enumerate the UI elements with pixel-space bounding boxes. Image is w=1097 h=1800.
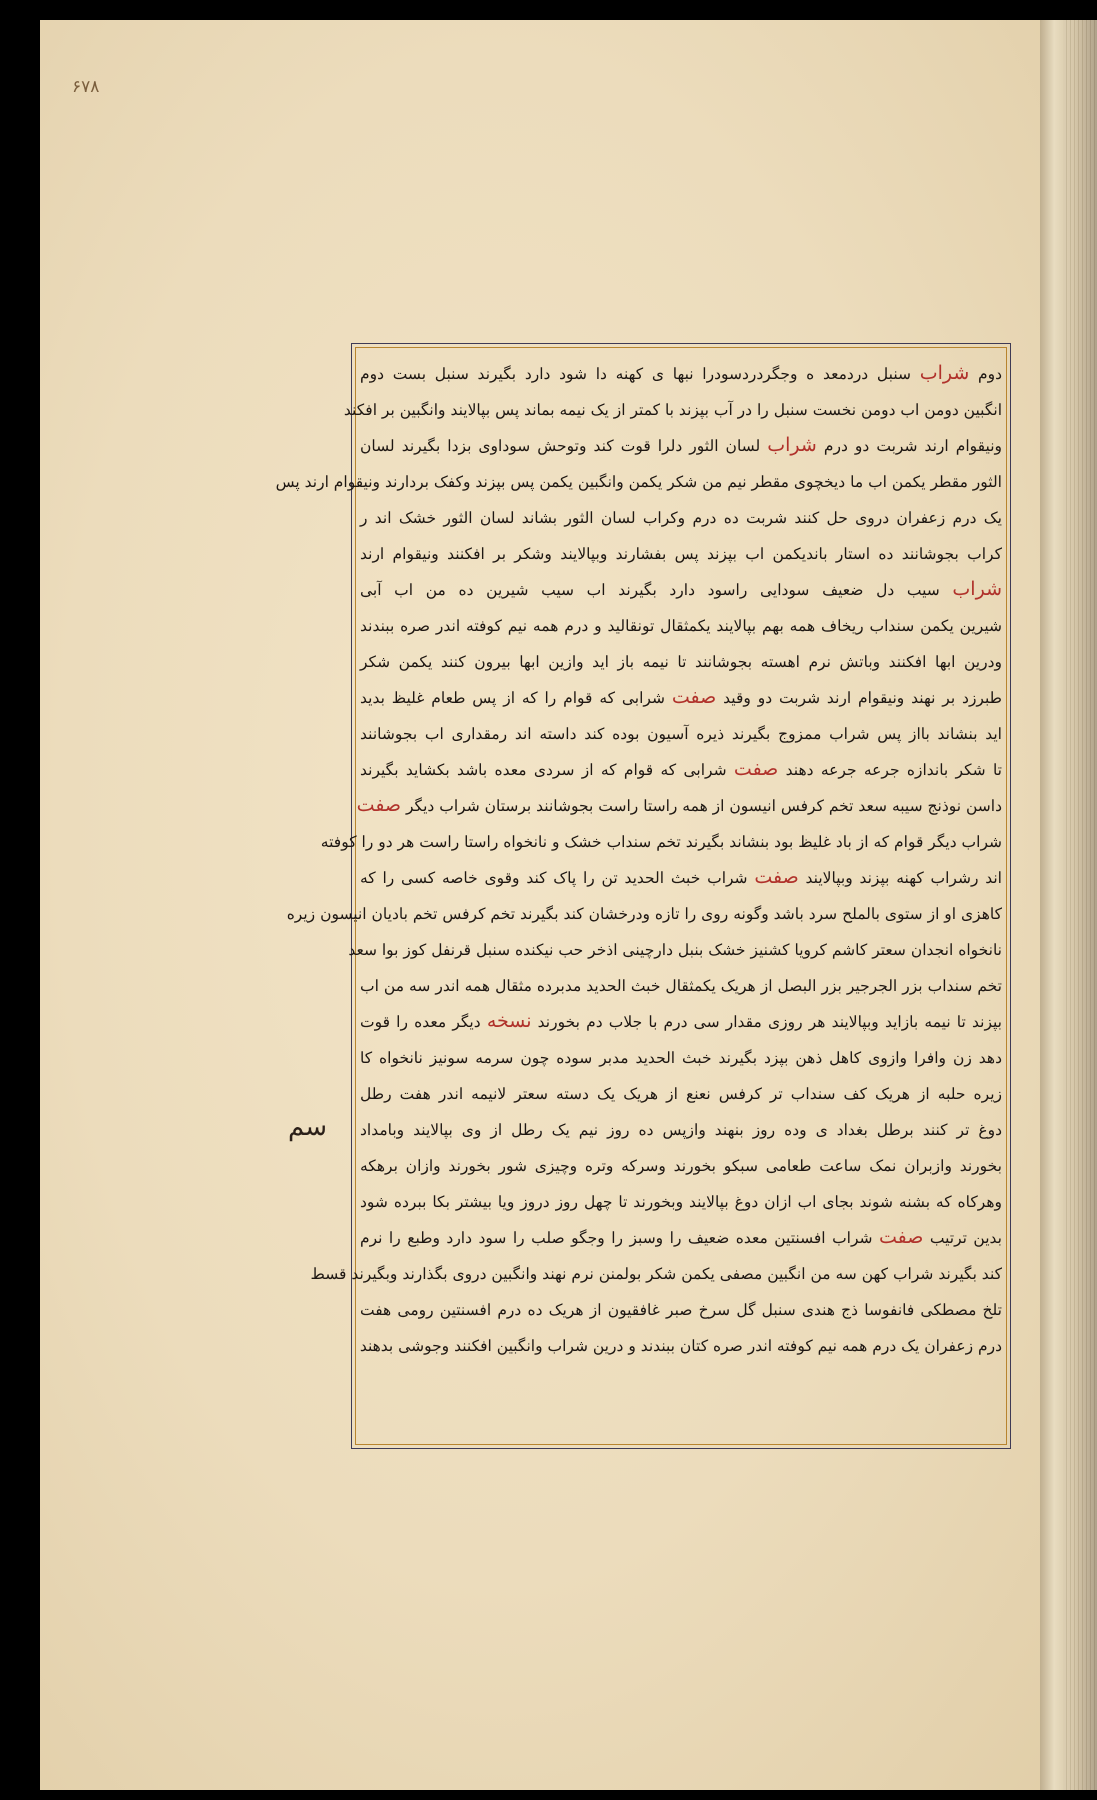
line-text: کاهزی او از ستوی بالملح سرد باشد وگونه روی را تازه ودرخشان کند بگیرند تخم کرفس تخم بادیان انیسون زیره <box>286 905 1002 923</box>
line-text: درم زعفران یک درم همه نیم کوفته اندر صره کتان ببندند و درین شراب وانگبین افکنند وجوشی بدهند <box>359 1337 1002 1355</box>
rubric-heading: صفت <box>879 1226 924 1248</box>
manuscript-line <box>360 1183 1002 1219</box>
rubric-heading: صفت <box>671 686 717 708</box>
line-text: نانخواه انجدان سعتر کاشم کرویا کشنیز خشک بنبل دارچینی اذخر حب نیکنده سنبل قرنفل کوز بوا سعد <box>348 941 1002 959</box>
line-text: اند رشراب کهنه بپزند وبپالایند <box>798 869 1002 887</box>
manuscript-line <box>360 1291 1002 1327</box>
manuscript-line <box>360 1147 1002 1183</box>
line-text: یک درم زعفران دروی حل کنند شربت ده درم وکراب لسان الثور بشاند لسان الثور خشک اند ر <box>360 509 1002 527</box>
line-text: زیره حلبه از هریک کف سنداب تر کرفس نعنع از هریک یک دسته سعتر لانیمه اندر هفت رطل <box>360 1085 1002 1103</box>
rubric-heading: شراب <box>767 434 817 456</box>
page-edges <box>1063 20 1097 1790</box>
line-text: کراب بجوشانند ده استار باندیکمن اب بپزند پس بفشارند وبپالایند وشکر بر افکنند ونیقوام ارند <box>360 545 1002 563</box>
line-text: لسان الثور دلرا قوت کند وتوحش سوداوی بزدا بگیرند لسان <box>360 437 768 455</box>
line-text: بدین ترتیب <box>923 1229 1002 1247</box>
manuscript-line <box>360 499 1002 535</box>
manuscript-line <box>360 1111 1002 1147</box>
margin-note: سم <box>288 1112 328 1142</box>
line-text: الثور مقطر یکمن اب ما دیخچوی مقطر نیم من شکر یکمن وانگبین یکمن پس بپزند وکفک بردارند ونیقوام ارند پس <box>275 473 1002 491</box>
line-text: بخورند وازبران نمک ساعت طعامی سبکو بخورند وسرکه وتره وچیزی شور بخورند وازان برهکه <box>360 1157 1002 1175</box>
line-text: دهد زن وافرا وازوی کاهل ذهن بپزد بگیرند خبث الحدید مدبر سوده چون سرمه سونیز نانخواه کا <box>360 1049 1002 1067</box>
line-text: بپزند تا نیمه بازاید وبپالایند هر روزی مقدار سی درم با جلاب دم بخورند <box>531 1013 1002 1031</box>
line-text: دوم <box>969 365 1002 383</box>
rubric-heading: شراب <box>919 362 970 384</box>
line-text: شراب دیگر قوام که از باد غلیظ بود بنشاند بگیرند تخم سنداب خشک و نانخواه راستا راست هر دو را کوفته <box>320 833 1002 851</box>
line-text: داسن نوذنج سیبه سعد تخم کرفس انیسون از همه راستا راست بجوشانند برستان شراب دیگر <box>401 797 1002 815</box>
manuscript-line <box>360 535 1002 571</box>
rubric-heading: صفت <box>356 794 402 816</box>
rubric-heading: صفت <box>754 866 799 888</box>
manuscript-line <box>360 1219 1002 1255</box>
line-text: دیگر معده را قوت <box>360 1013 487 1031</box>
line-text: تخم سنداب بزر الجرجیر بزر البصل از هریک یکمثقال خبث الحدید مدبرده مثقال همه اندر سه من اب <box>360 977 1002 995</box>
manuscript-line <box>360 571 1002 607</box>
manuscript-line <box>360 1039 1002 1075</box>
manuscript-line <box>356 787 1002 823</box>
line-text: تلخ مصطکی فانفوسا ذج هندی سنبل گل سرخ صبر غافقیون از هریک ده درم افسنتین رومی هفت <box>360 1301 1002 1319</box>
line-text: طبرزد بر نهند ونیقوام ارند شربت دو وقید <box>716 689 1002 707</box>
manuscript-line <box>360 679 1002 715</box>
line-text: ونیقوام ارند شربت دو درم <box>816 437 1002 455</box>
line-text: شرابی که قوام را که از پس طعام غلیظ بدید <box>360 689 672 707</box>
rubric-heading: صفت <box>733 758 779 780</box>
manuscript-line <box>360 967 1002 1003</box>
line-text: شراب افسنتین معده ضعیف را وسبز را وجگو صلب را سود دارد وطبع را نرم <box>360 1229 879 1247</box>
manuscript-line <box>360 1075 1002 1111</box>
line-text: انگبین دومن اب دومن نخست سنبل را در آب بپزند با کمتر از یک نیمه بماند پس بپالایند وانگبین بر افکند <box>343 401 1002 419</box>
line-text: اید بنشاند بااز پس شراب ممزوج بگیرند ذیره آسیون بوده کند داسته اند رمقداری اب بجوشانند <box>360 725 1002 743</box>
manuscript-line <box>360 643 1002 679</box>
line-text: شرابی که قوام که از سردی معده باشد بکشاید بگیرند <box>360 761 734 779</box>
line-text: شیرین یکمن سنداب ریخاف همه بهم بپالایند یکمثقال تونقالید و درم همه نیم کوفته اندر صره ببندند <box>360 617 1002 635</box>
manuscript-line <box>360 859 1002 895</box>
line-text: سیب دل ضعیف سودایی راسود دارد بگیرند اب سیب شیرین ده من اب آبی <box>360 581 953 599</box>
line-text: سنبل دردمعد ه وجگردردسودرا نبها ی کهنه دا شود دارد بگیرند سنبل بست دوم <box>360 365 920 383</box>
manuscript-line <box>360 1003 1002 1039</box>
manuscript-line <box>348 931 1002 967</box>
folio-number: ۶۷۸ <box>72 77 100 97</box>
manuscript-line <box>286 895 1002 931</box>
manuscript-line <box>360 715 1002 751</box>
line-text: ودرین ابها افکنند وباتش نرم اهسته بجوشانند تا نیمه باز اید وازین ابها بیرون کنند یکمن شکر <box>360 653 1002 671</box>
manuscript-line <box>360 607 1002 643</box>
rubric-heading: نسخه <box>486 1010 532 1032</box>
manuscript-line <box>320 823 1002 859</box>
rubric-heading: شراب <box>952 578 1002 600</box>
line-text: تا شکر باندازه جرعه جرعه دهند <box>778 761 1002 779</box>
line-text: شراب خبث الحدید تن را پاک کند وقوی خاصه کسی را که <box>360 869 755 887</box>
manuscript-line <box>310 1255 1002 1291</box>
manuscript-line <box>275 463 1002 499</box>
manuscript-line <box>360 427 1002 463</box>
line-text: وهرکاه که بشنه شوند بجای اب ازان دوغ بپالایند وبخورند تا چهل روز دروز ویا بیشتر بکا ببرده شود <box>360 1193 1002 1211</box>
manuscript-line <box>360 1327 1002 1363</box>
manuscript-line <box>360 751 1002 787</box>
manuscript-line <box>343 391 1002 427</box>
line-text: کند بگیرند شراب کهن سه من انگبین مصفی یکمن شکر بولمنن نرم نهند وانگبین دروی بگذارند وبگیرند قسط <box>310 1265 1002 1283</box>
line-text: دوغ تر کنند برطل بغداد ی وده روز بنهند وازپس ده روز نیم یک رطل از وی بپالایند وبامداد <box>360 1121 1002 1139</box>
manuscript-line <box>360 355 1002 391</box>
